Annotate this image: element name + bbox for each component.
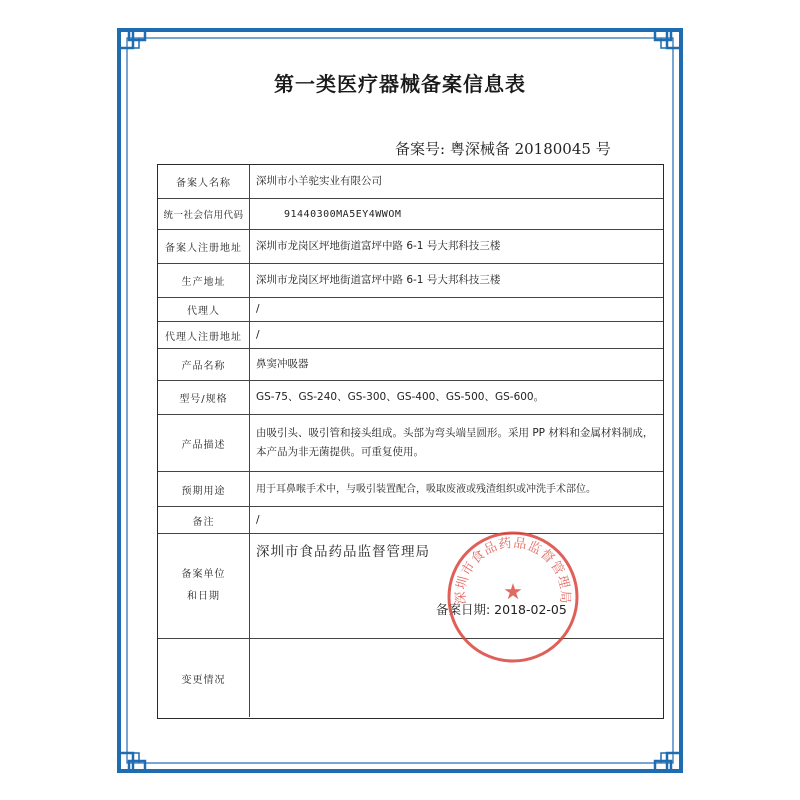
svg-text:★: ★ bbox=[503, 580, 523, 605]
unit-label-line2: 和日期 bbox=[187, 591, 220, 602]
filing-unit-name: 深圳市食品药品监督管理局 bbox=[256, 544, 430, 560]
changes-label: 变更情况 bbox=[158, 639, 250, 717]
table-row bbox=[158, 349, 663, 381]
table-row bbox=[158, 230, 663, 264]
row-label: 产品名称 bbox=[158, 349, 250, 380]
row-label: 统一社会信用代码 bbox=[158, 199, 250, 229]
row-label: 代理人注册地址 bbox=[158, 322, 250, 348]
row-label: 代理人 bbox=[158, 298, 250, 321]
table-row bbox=[158, 322, 663, 349]
row-value: / bbox=[256, 328, 260, 341]
row-label: 备案人名称 bbox=[158, 165, 250, 198]
filing-table bbox=[157, 164, 664, 719]
unit-label bbox=[158, 534, 250, 638]
unit-label-line1: 备案单位 bbox=[181, 569, 226, 580]
row-value: 91440300MA5EY4WWOM bbox=[284, 208, 402, 220]
row-label: 预期用途 bbox=[158, 472, 250, 506]
row-label: 产品描述 bbox=[158, 415, 250, 471]
table-row bbox=[158, 199, 663, 230]
row-value: / bbox=[256, 303, 260, 315]
table-row bbox=[158, 264, 663, 298]
table-row bbox=[158, 381, 663, 415]
unit-cell bbox=[250, 534, 663, 638]
row-label: 备注 bbox=[158, 507, 250, 533]
row-value: 由吸引头、吸引管和接头组成。头部为弯头端呈圆形。采用 PP 材料和金属材料制成，本产品为非无菌提供。可重复使用。 bbox=[256, 427, 654, 458]
row-label: 备案人注册地址 bbox=[158, 230, 250, 263]
table-row bbox=[158, 298, 663, 322]
registration-number: 备案号: 粤深械备 20180045 号 bbox=[395, 140, 611, 158]
table-row bbox=[158, 507, 663, 534]
table-row bbox=[158, 165, 663, 199]
document-title: 第一类医疗器械备案信息表 bbox=[274, 72, 526, 96]
filing-date: 备案日期: 2018-02-05 bbox=[436, 602, 567, 617]
table-row bbox=[158, 534, 663, 639]
svg-text:深圳市食品药品监督管理局: 深圳市食品药品监督管理局 bbox=[453, 535, 573, 605]
table-row bbox=[158, 415, 663, 472]
row-value: 鼻窦冲吸器 bbox=[256, 358, 309, 370]
row-label: 型号/规格 bbox=[158, 381, 250, 414]
row-value: 用于耳鼻喉手术中，与吸引装置配合，吸取废液或残渣组织或冲洗手术部位。 bbox=[256, 483, 596, 495]
table-row bbox=[158, 472, 663, 507]
row-value: / bbox=[256, 513, 260, 526]
table-row bbox=[158, 639, 663, 717]
row-value: GS-75、GS-240、GS-300、GS-400、GS-500、GS-600。 bbox=[256, 391, 545, 403]
changes-value bbox=[250, 639, 663, 717]
row-value: 深圳市龙岗区坪地街道富坪中路 6-1 号大邦科技三楼 bbox=[256, 240, 501, 252]
row-label: 生产地址 bbox=[158, 264, 250, 297]
row-value: 深圳市龙岗区坪地街道富坪中路 6-1 号大邦科技三楼 bbox=[256, 274, 501, 286]
row-value: 深圳市小羊驼实业有限公司 bbox=[256, 175, 382, 187]
